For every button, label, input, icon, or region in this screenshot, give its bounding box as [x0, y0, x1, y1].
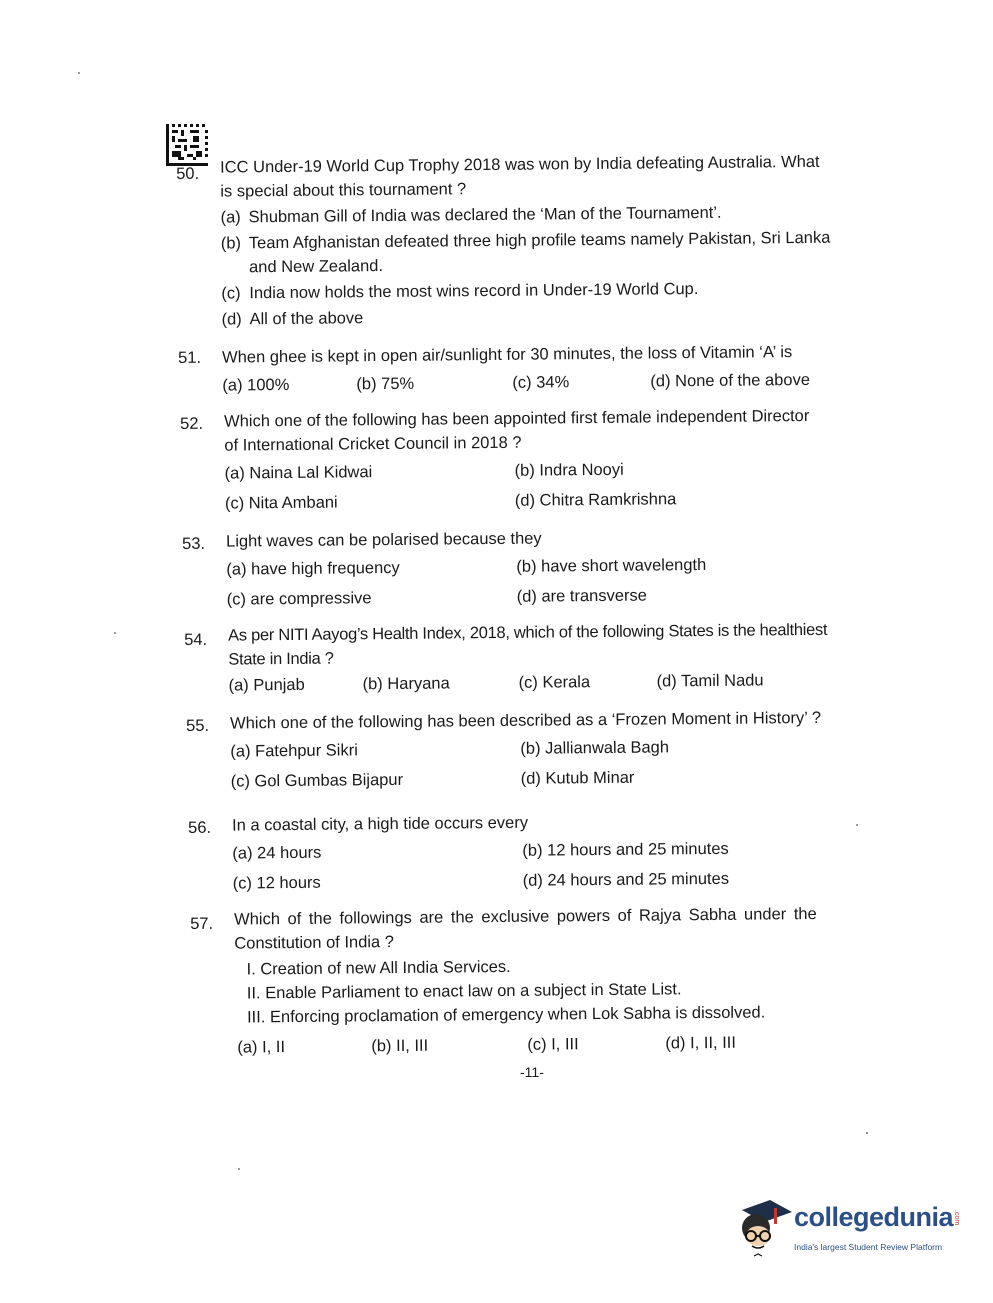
option-a: (a) 24 hours — [232, 843, 322, 863]
option-d: (d) I, II, III — [665, 1033, 736, 1053]
option-c: (c) I, III — [527, 1035, 579, 1054]
options-row — [226, 553, 707, 586]
collegedunia-logo[interactable] — [734, 1198, 964, 1268]
option-d: (d) None of the above — [650, 370, 811, 391]
option-b: (b) Team Afghanistan defeated three high profile teams namely Pakistan, Sri Lanka and New Zealand. — [220, 228, 831, 277]
question-number: 55. — [186, 716, 210, 735]
question-54 — [184, 618, 828, 698]
page-number: -11- — [520, 1064, 544, 1080]
option-d: (d) are transverse — [516, 586, 647, 606]
question-50 — [176, 150, 831, 332]
options-row — [232, 867, 730, 900]
option-c: (c) Kerala — [518, 673, 591, 692]
options-row — [235, 1030, 818, 1060]
option-c: (c) 34% — [512, 373, 570, 392]
option-d: (d) All of the above — [221, 309, 364, 329]
question-52 — [180, 404, 810, 520]
question-number: 57. — [190, 914, 214, 933]
question-text: Which one of the following has been described as a ‘Frozen Moment in History’ ? — [230, 708, 822, 733]
question-text: Which one of the following has been appointed first female independent Director of International Cricket Council in 2018 ? — [224, 406, 810, 455]
option-c: (c) India now holds the most wins record in Under-19 World Cup. — [221, 279, 699, 303]
option-c: (c) are compressive — [226, 589, 372, 609]
option-c: (c) Gol Gumbas Bijapur — [230, 770, 404, 791]
question-53 — [182, 527, 707, 616]
scan-speck — [856, 824, 858, 826]
option-b: (b) have short wavelength — [516, 555, 707, 576]
question-text: As per NITI Aayog’s Health Index, 2018, which of the following States is the healthiest State in India ? — [228, 620, 828, 669]
question-number: 52. — [180, 414, 204, 433]
scan-speck — [114, 632, 116, 634]
question-number: 51. — [178, 348, 202, 367]
question-57 — [190, 902, 818, 1060]
options-row — [226, 583, 647, 616]
option-a: (a) have high frequency — [226, 558, 400, 579]
question-51 — [178, 340, 811, 398]
question-number: 54. — [184, 630, 208, 649]
option-a: (a) Fatehpur Sikri — [230, 741, 358, 761]
option-d: (d) 24 hours and 25 minutes — [522, 869, 730, 890]
logo-tagline: India's largest Student Review Platform — [794, 1242, 943, 1252]
question-55 — [186, 706, 822, 798]
question-text: Which of the followings are the exclusive powers of Rajya Sabha under the Constitution of India ? — [234, 904, 817, 953]
option-a: (a) Shubman Gill of India was declared the ‘Man of the Tournament’. — [220, 203, 722, 227]
scan-speck — [78, 72, 80, 74]
option-d: (d) Chitra Ramkrishna — [514, 490, 677, 510]
option-c: (c) 12 hours — [232, 873, 321, 893]
option-a: (a) Punjab — [228, 675, 305, 695]
option-b: (b) Jallianwala Bagh — [520, 738, 670, 758]
options-row — [228, 668, 827, 698]
option-a: (a) Naina Lal Kidwai — [224, 463, 373, 483]
mascot-graduate-icon — [734, 1198, 792, 1260]
scan-speck — [238, 1168, 240, 1170]
question-text: ICC Under-19 World Cup Trophy 2018 was won by India defeating Australia. What is special about this tournament ? — [220, 152, 820, 201]
statement-2: II. Enable Parliament to enact law on a subject in State List. — [246, 980, 682, 1003]
statement-1: I. Creation of new All India Services. — [246, 957, 511, 979]
logo-wordmark: collegedunia — [794, 1202, 954, 1232]
statement-3: III. Enforcing proclamation of emergency when Lok Sabha is dissolved. — [246, 1003, 766, 1027]
options-row — [225, 484, 810, 520]
question-text: When ghee is kept in open air/sunlight for 30 minutes, the loss of Vitamin ‘A’ is — [222, 343, 793, 367]
scan-speck — [866, 1132, 868, 1134]
options-row — [232, 837, 729, 870]
option-d: (d) Tamil Nadu — [656, 671, 764, 691]
question-number: 53. — [182, 534, 206, 553]
question-text: Light waves can be polarised because they — [226, 529, 542, 551]
option-c: (c) Nita Ambani — [224, 493, 338, 513]
options-row — [222, 368, 811, 397]
option-b: (b) 12 hours and 25 minutes — [522, 839, 729, 860]
option-b: (b) 75% — [356, 374, 415, 394]
option-b: (b) Haryana — [362, 674, 450, 694]
option-a: (a) I, II — [237, 1038, 286, 1057]
options-row — [231, 762, 822, 798]
question-56 — [188, 811, 730, 900]
option-d: (d) Kutub Minar — [520, 768, 635, 788]
question-number: 56. — [188, 818, 212, 837]
question-number: 50. — [176, 164, 200, 183]
option-b: (b) Indra Nooyi — [514, 460, 624, 480]
logo-suffix: .com — [953, 1210, 960, 1226]
option-b: (b) II, III — [371, 1036, 429, 1056]
option-a: (a) 100% — [222, 375, 290, 395]
question-text: In a coastal city, a high tide occurs every — [232, 813, 529, 835]
